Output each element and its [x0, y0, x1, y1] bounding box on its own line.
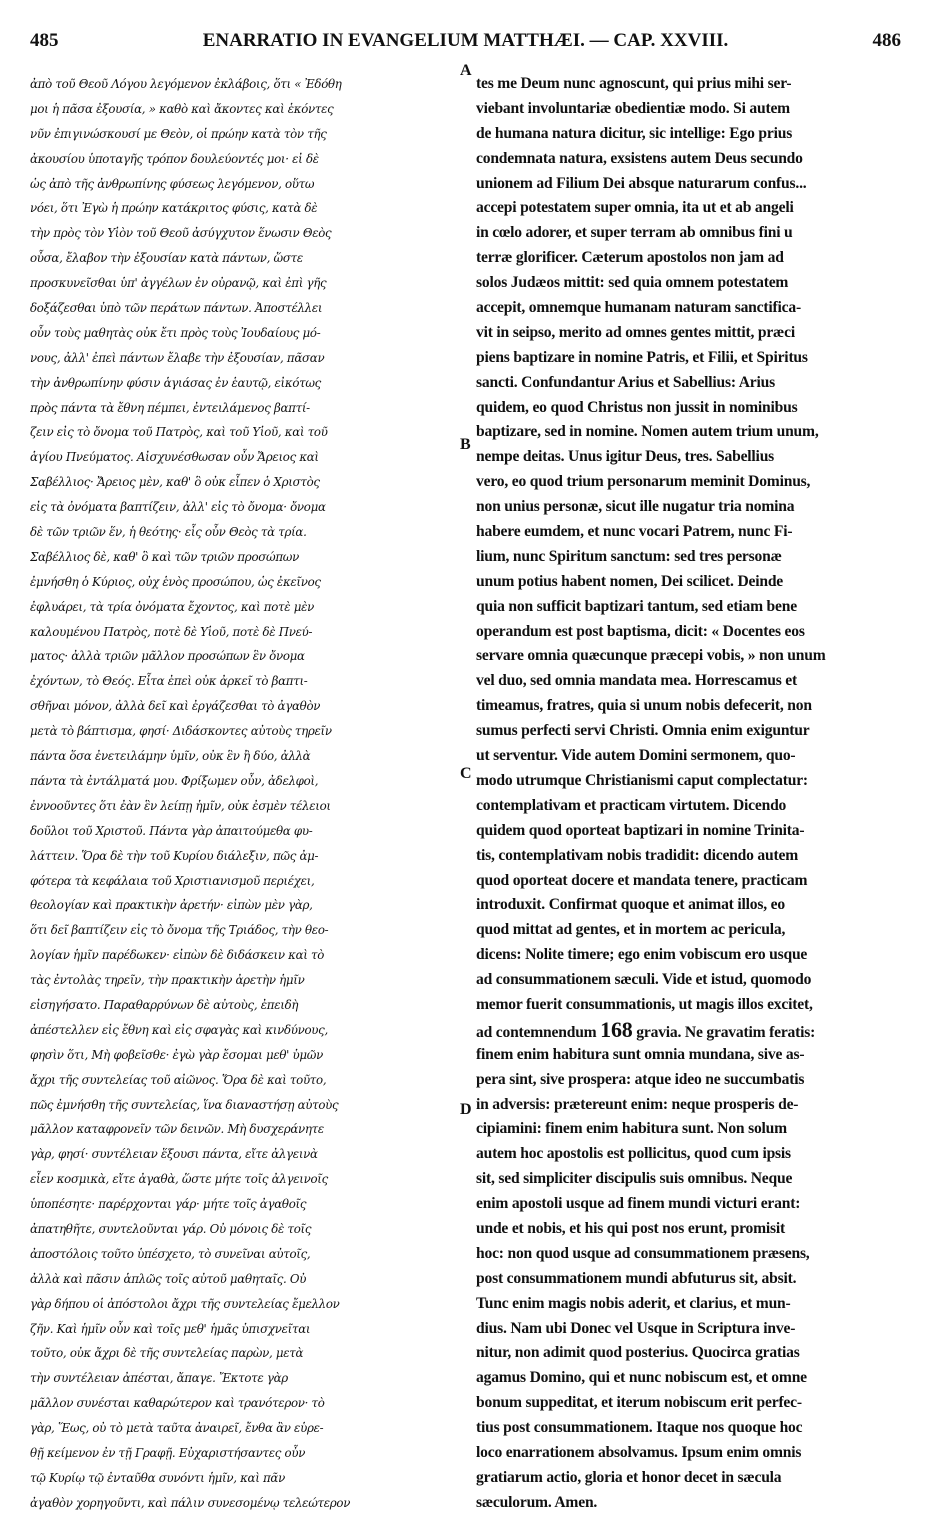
latin-text-line: vit in seipso, merito ad omnes gentes mittit, præci: [476, 323, 795, 341]
latin-text-line: introduxit. Confirmat quoque et animat illos, eo: [476, 896, 785, 914]
greek-text-line: δὲ τῶν τριῶν ἕν, ἡ θεότης· εἷς οὖν Θεὸς τὰ τρία.: [30, 525, 307, 540]
running-title: ENARRATIO IN EVANGELIUM MATTHÆI. — CAP. XXVIII.: [202, 30, 729, 51]
page-number-left: 485: [30, 30, 59, 51]
greek-text-line: τὴν ἀνθρωπίνην φύσιν ἁγιάσας ἐν ἑαυτῷ, εἰκότως: [30, 375, 321, 390]
greek-text-line: ἀποστόλοις τοῦτο ὑπέσχετο, τὸ συνεῖναι αὐτοῖς,: [30, 1246, 311, 1261]
latin-text-line: condemnata natura, exsistens autem Deus secundo: [476, 149, 803, 167]
greek-text-line: μᾶλλον συνέσται καθαρώτερον καὶ τρανότερον· τὸ: [30, 1396, 325, 1411]
latin-text-line: ad contemnendum 168 gravia. Ne gravatim feratis:: [476, 1017, 816, 1042]
greek-text-line: γὰρ, φησί· συντέλειαν ἕξουσι πάντα, εἴτε ἀλγεινὰ: [30, 1147, 318, 1162]
latin-text-line: terræ glorificer. Cæterum apostolos non jam ad: [476, 249, 784, 267]
greek-text-line: τοῦτο, οὐκ ἄχρι δὲ τῆς συντελείας παρὼν, μετὰ: [30, 1346, 304, 1361]
greek-text-line: τῷ Κυρίῳ τῷ ἐνταῦθα συνόντι ἡμῖν, καὶ πᾶν: [30, 1470, 285, 1485]
greek-text-line: ζειν εἰς τὸ ὄνομα τοῦ Πατρὸς, καὶ τοῦ Υἱοῦ, καὶ τοῦ: [30, 425, 328, 440]
margin-marker-c: C: [460, 765, 472, 782]
latin-text-line: cipiamini: finem enim habitura sunt. Non solum: [476, 1120, 787, 1138]
margin-marker-d: D: [460, 1101, 472, 1118]
greek-text-line: Σαβέλλιος· Ἄρειος μὲν, καθ' ὃ οὐκ εἶπεν ὁ Χριστὸς: [30, 475, 320, 490]
greek-text-line: εἰσηγήσατο. Παραθαρρύνων δὲ αὐτοὺς, ἐπειδὴ: [30, 997, 299, 1012]
greek-text-line: δοξάζεσθαι ὑπὸ τῶν περάτων πάντων. Ἀποστέλλει: [30, 301, 323, 316]
greek-text-line: ὑποπέσητε· παρέρχονται γάρ· μήτε τοῖς ἀγαθοῖς: [30, 1197, 307, 1212]
latin-text-line: quidem quod oporteat baptizari in nomine Trinita-: [476, 821, 805, 839]
latin-text-line: modo utrumque Christianismi caput complectatur:: [476, 771, 808, 789]
greek-text-line: ἁγίου Πνεύματος. Αἰσχυνέσθωσαν οὖν Ἄρειος καὶ: [30, 450, 319, 465]
latin-text-line: quia non sufficit baptizari tantum, sed etiam bene: [476, 597, 797, 615]
latin-text-line: quod mittat ad gentes, et in mortem ac pericula,: [476, 921, 786, 939]
greek-text-line: θεολογίαν καὶ πρακτικὴν ἀρετήν· εἰπὼν μὲν γὰρ,: [30, 898, 313, 913]
margin-marker-a: A: [460, 62, 472, 79]
greek-text-line: τὴν πρὸς τὸν Υἱὸν τοῦ Θεοῦ ἀσύγχυτον ἕνωσιν Θεὸς: [30, 226, 332, 241]
greek-text-line: μᾶλλον καταφρονεῖν τῶν δεινῶν. Μὴ δυσχεράνητε: [30, 1122, 324, 1137]
greek-column: [30, 72, 454, 1516]
greek-text-line: νῦν ἐπιγινώσκουσί με Θεὸν, οἱ πρώην κατὰ τὸν τῆς: [30, 126, 327, 141]
latin-text-line: memor fuerit consummationis, ut magis illos excitet,: [476, 995, 813, 1013]
greek-text-line: λογίαν ἡμῖν παρέδωκεν· εἰπὼν δὲ διδάσκειν καὶ τὸ: [30, 948, 325, 963]
latin-text-line: piens baptizare in nomine Patris, et Filii, et Spiritus: [476, 348, 808, 366]
greek-text-line: τὰς ἐντολὰς τηρεῖν, τὴν πρακτικὴν ἀρετὴν ἡμῖν: [30, 973, 305, 988]
greek-text-line: νόει, ὅτι Ἐγὼ ἡ πρώην κατάκριτος φύσις, κατὰ δὲ: [30, 201, 318, 216]
latin-text-line: dicens: Nolite timere; ego enim vobiscum ero usque: [476, 946, 808, 964]
latin-text-line: in adversis: prætereunt enim: neque prosperis de-: [476, 1095, 799, 1113]
greek-text-line: ἐννοοῦντες ὅτι ἐὰν ἓν λείπῃ ἡμῖν, οὐκ ἐσμὲν τέλειοι: [30, 798, 331, 813]
latin-text-line: gratiarum actio, gloria et honor decet in sæcula: [476, 1468, 782, 1486]
greek-text-line: ἐμνήσθη ὁ Κύριος, οὐχ ἑνὸς προσώπου, ὡς ἐκεῖνος: [30, 574, 321, 589]
greek-text-line: πάντα ὅσα ἐνετειλάμην ὑμῖν, οὐκ ἓν ἢ δύο, ἀλλὰ: [30, 749, 311, 764]
greek-text-line: ἐχόντων, τὸ Θεός. Εἶτα ἐπεὶ οὐκ ἀρκεῖ τὸ βαπτι-: [30, 674, 308, 689]
greek-text-line: ματος· ἀλλὰ τριῶν μᾶλλον προσώπων ἓν ὄνομα: [30, 649, 305, 664]
greek-text-line: εἰς τὰ ὀνόματα βαπτίζειν, ἀλλ' εἰς τὸ ὄνομα· ὄνομα: [30, 500, 326, 515]
latin-text-line: unionem ad Filium Dei absque naturarum confus...: [476, 174, 807, 192]
latin-text-line: agamus Domino, qui et nunc nobiscum est, et omne: [476, 1369, 807, 1387]
latin-text-line: habere eumdem, et nunc vocari Patrem, nunc Fi-: [476, 523, 793, 541]
greek-text-line: ἀγαθὸν χορηγοῦντι, καὶ πάλιν συνεσομένῳ τελεώτερον: [30, 1495, 351, 1510]
greek-text-line: πῶς ἐμνήσθη τῆς συντελείας, ἵνα διαναστήσῃ αὐτοὺς: [30, 1097, 339, 1112]
margin-marker-b: B: [460, 436, 471, 453]
latin-text-line: lium, nunc Spiritum sanctum: sed tres personæ: [476, 547, 782, 565]
latin-text-line: de humana natura dicitur, sic intellige: Ego prius: [476, 124, 793, 142]
latin-text-line: viebant involuntariæ obedientiæ modo. Si autem: [476, 99, 790, 117]
latin-text-line: baptizare, sed in nomine. Nomen autem trium unum,: [476, 423, 819, 441]
latin-text-line: sit, sed simpliciter discipulis suis omnibus. Neque: [476, 1170, 793, 1188]
greek-text-line: πάντα τὰ ἐντάλματά μου. Φρίξωμεν οὖν, ἀδελφοὶ,: [30, 773, 319, 788]
latin-text-line: sæculorum. Amen.: [476, 1493, 598, 1511]
latin-text-line: vel duo, sed omnia mandata mea. Horrescamus et: [476, 672, 797, 690]
latin-text-line: finem enim habitura sunt omnia mundana, sive as-: [476, 1045, 805, 1063]
latin-text-line: non unius personæ, sicut ille nugatur tria nomina: [476, 498, 795, 516]
greek-text-line: θῇ κείμενον ἐν τῇ Γραφῇ. Εὐχαριστήσαντες οὖν: [30, 1445, 306, 1460]
latin-text-line: unum potius habent nomen, Dei scilicet. Deinde: [476, 572, 784, 590]
latin-text-line: in cœlo adorer, et super terram ab omnibus fini u: [476, 224, 793, 242]
greek-text-line: ἐφλυάρει, τὰ τρία ὀνόματα ἔχοντος, καὶ ποτὲ μὲν: [30, 599, 314, 614]
latin-text-line: sancti. Confundantur Arius et Sabellius: Arius: [476, 373, 775, 391]
greek-text-line: ἄχρι τῆς συντελείας τοῦ αἰῶνος. Ὅρα δὲ καὶ τοῦτο,: [30, 1072, 327, 1087]
latin-text-line: Tunc enim magis nobis aderit, et clarius, et mun-: [476, 1294, 791, 1312]
greek-text-line: ὡς ἀπὸ τῆς ἀνθρωπίνης φύσεως λεγόμενον, οὕτω: [30, 176, 315, 191]
latin-text-line: pera sint, sive prospera: atque ideo ne succumbatis: [476, 1070, 805, 1088]
latin-text-line: ut serventur. Vide autem Domini sermonem, quo-: [476, 747, 796, 765]
greek-text-line: λάττειν. Ὅρα δὲ τὴν τοῦ Κυρίου διάλεξιν, πῶς ἀμ-: [30, 848, 319, 863]
greek-text-line: ζῆν. Καὶ ἡμῖν οὖν καὶ τοῖς μεθ' ἡμᾶς ὑπισχνεῖται: [30, 1321, 311, 1336]
greek-text-line: ἀκουσίου ὑποταγῆς τρόπον δουλεύοντές μοι· εἰ δὲ: [30, 151, 319, 166]
latin-text-line: accepit, omnemque humanam naturam sanctifica-: [476, 299, 801, 317]
running-header: [30, 30, 901, 62]
greek-text-line: ὅτι δεῖ βαπτίζειν εἰς τὸ ὄνομα τῆς Τριάδος, τὴν θεο-: [30, 923, 329, 938]
column-number: 168: [600, 1017, 633, 1042]
latin-text-line: bonum suppeditat, et iterum nobiscum erit perfec-: [476, 1394, 802, 1412]
latin-text-line: quod oporteat docere et mandata tenere, practicam: [476, 871, 808, 889]
greek-text-line: φότερα τὰ κεφάλαια τοῦ Χριστιανισμοῦ περιέχει,: [30, 873, 315, 888]
greek-text-line: εἶεν κοσμικὰ, εἴτε ἀγαθὰ, ὥστε μήτε τοῖς ἀλγεινοῖς: [30, 1172, 328, 1187]
latin-text-line: timeamus, fratres, quia si unum nobis defecerit, non: [476, 697, 812, 715]
latin-text-line: nitur, non adimit quod posterius. Quocirca gratias: [476, 1344, 800, 1362]
greek-text-line: προσκυνεῖσθαι ὑπ' ἀγγέλων ἐν οὐρανῷ, καὶ ἐπὶ γῆς: [30, 276, 327, 291]
latin-text-line: unde et nobis, et his qui post nos erunt, promisit: [476, 1219, 786, 1237]
latin-text-line: tis, contemplativam nobis tradidit: dicendo autem: [476, 846, 799, 864]
latin-text-line: autem hoc apostolis est pollicitus, quod cum ipsis: [476, 1145, 791, 1163]
latin-text-line: solos Judæos mittit: sed quia omnem potestatem: [476, 274, 789, 292]
latin-text-line: post consummationem mundi abfuturus sit, absit.: [476, 1269, 797, 1287]
latin-text-line: tius post consummationem. Itaque nos quoque hoc: [476, 1419, 803, 1437]
greek-text-line: οὖν τοὺς μαθητὰς οὐκ ἔτι πρὸς τοὺς Ἰουδαίους μό-: [30, 325, 321, 340]
latin-text-line: operandum est post baptisma, dicit: « Docentes eos: [476, 622, 805, 640]
latin-text-line: loco enarrationem absolvamus. Ipsum enim omnis: [476, 1443, 802, 1461]
greek-text-line: φησὶν ὅτι, Μὴ φοβεῖσθε· ἐγὼ γὰρ ἔσομαι μεθ' ὑμῶν: [30, 1047, 323, 1062]
latin-text-line: enim apostoli usque ad finem mundi victuri erant:: [476, 1195, 801, 1213]
greek-text-line: Σαβέλλιος δὲ, καθ' ὃ καὶ τῶν τριῶν προσώπων: [30, 549, 299, 564]
greek-text-line: γὰρ δήπου οἱ ἀπόστολοι ἄχρι τῆς συντελείας ἔμελλον: [30, 1296, 340, 1311]
latin-text-line: ad consummationem sæculi. Vide et istud, quomodo: [476, 971, 812, 989]
latin-column: [476, 72, 900, 1516]
latin-text-line: nempe deitas. Unus igitur Deus, tres. Sabellius: [476, 448, 775, 466]
greek-text-line: δοῦλοι τοῦ Χριστοῦ. Πάντα γὰρ ἀπαιτούμεθα φυ-: [30, 823, 313, 838]
greek-text-line: πρὸς πάντα τὰ ἔθνη πέμπει, ἐντειλάμενος βαπτί-: [30, 400, 310, 415]
latin-text-line: hoc: non quod usque ad consummationem præsens,: [476, 1244, 810, 1262]
latin-text-line: contemplativam et practicam virtutem. Dicendo: [476, 796, 787, 814]
greek-text-line: ἀπατηθῆτε, συντελοῦνται γάρ. Οὐ μόνοις δὲ τοῖς: [30, 1221, 312, 1236]
greek-text-line: ἀπέστελλεν εἰς ἔθνη καὶ εἰς σφαγὰς καὶ κινδύνους,: [30, 1022, 328, 1037]
latin-text-line: servare omnia quæcunque præcepi vobis, » non unum: [476, 647, 826, 665]
greek-text-line: μοι ἡ πᾶσα ἐξουσία, » καθὸ καὶ ἄκοντες καὶ ἑκόντες: [30, 101, 334, 116]
latin-text-line: tes me Deum nunc agnoscunt, qui prius mihi ser-: [476, 75, 792, 92]
greek-text-line: τὴν συντέλειαν ἀπέσται, ἄπαγε. Ἔκτοτε γὰρ: [30, 1371, 288, 1386]
greek-text-line: σθῆναι μόνον, ἀλλὰ δεῖ καὶ ἐργάζεσθαι τὸ ἀγαθὸν: [30, 699, 321, 714]
latin-text-line: quidem, eo quod Christus non jussit in nominibus: [476, 398, 798, 416]
latin-text-line: accepi potestatem super omnia, ita ut et ab angeli: [476, 199, 794, 217]
greek-text-line: μετὰ τὸ βάπτισμα, φησί· Διδάσκοντες αὐτοὺς τηρεῖν: [30, 724, 332, 739]
latin-text-line: vero, eo quod trium personarum meminit Dominus,: [476, 473, 811, 491]
greek-text-line: ἀπὸ τοῦ Θεοῦ Λόγου λεγόμενον ἐκλάβοις, ὅτι « Ἐδόθη: [30, 77, 342, 91]
page-number-right: 486: [872, 30, 901, 51]
greek-text-line: γὰρ, Ἕως, οὐ τὸ μετὰ ταῦτα ἀναιρεῖ, ἔνθα ἂν εὑρε-: [30, 1421, 324, 1436]
latin-text-line: sumus perfecti servi Christi. Omnia enim exiguntur: [476, 722, 810, 740]
greek-text-line: καλουμένου Πατρὸς, ποτὲ δὲ Υἱοῦ, ποτὲ δὲ Πνεύ-: [30, 624, 313, 639]
greek-text-line: ἀλλὰ καὶ πᾶσιν ἁπλῶς τοῖς αὐτοῦ μαθηταῖς. Οὐ: [30, 1271, 307, 1286]
greek-text-line: οὖσα, ἔλαβον τὴν ἐξουσίαν κατὰ πάντων, ὥστε: [30, 251, 303, 266]
latin-text-line: dius. Nam ubi Donec vel Usque in Scriptura inve-: [476, 1319, 796, 1337]
greek-text-line: νους, ἀλλ' ἐπεὶ πάντων ἔλαβε τὴν ἐξουσίαν, πᾶσαν: [30, 350, 325, 365]
